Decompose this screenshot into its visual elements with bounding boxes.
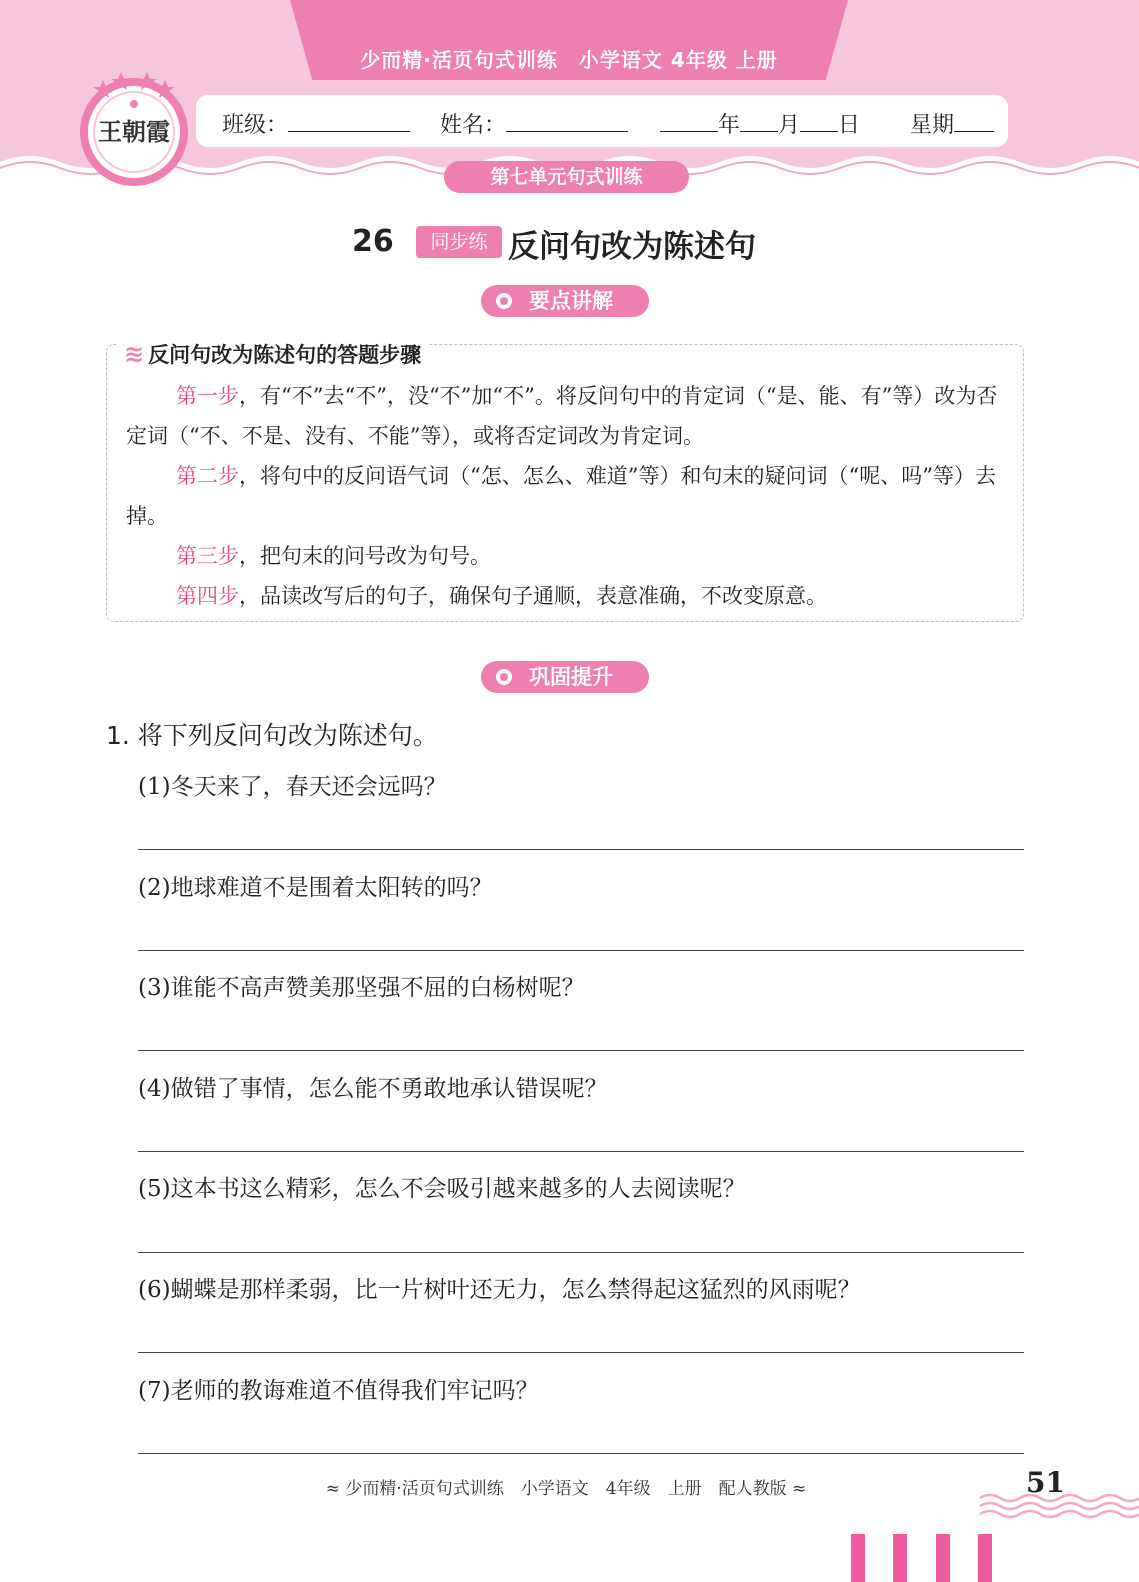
answer-line-4[interactable] [138,1151,1024,1152]
question-title: 1. 将下列反问句改为陈述句。 [106,721,438,750]
medal-icon [493,666,515,688]
section-key-points [481,285,649,317]
page-number: 51 [1026,1466,1065,1499]
month-label: 月 [778,113,801,138]
footer-bar [893,1534,907,1582]
logo-text: 王朝霞 [98,117,170,146]
question-item-5: (5)这本书这么精彩，怎么不会吸引越来越多的人去阅读呢？ [138,1176,746,1202]
footer-waves [980,1490,1139,1520]
lesson-title: 反问句改为陈述句 [508,229,756,265]
step-3-label: 第三步 [176,544,239,568]
footer-text: ≈ 少而精·活页句式训练 小学语文 4年级 上册 配人教版 ≈ [325,1479,807,1499]
step-3-text: ，把句末的问号改为句号。 [239,544,491,568]
step-4-label: 第四步 [176,584,239,608]
day-label: 日 [838,113,861,138]
name-label: 姓名： [440,113,507,138]
step-2-text: ，将句中的反问语气词（“怎、怎么、难道”等）和句末的疑问词（“呢、吗”等）去掉。 [126,464,996,528]
section-key-points-label: 要点讲解 [529,289,613,313]
answer-line-7[interactable] [138,1453,1024,1454]
question-item-2: (2)地球难道不是围着太阳转的吗？ [138,875,493,901]
unit-badge: 第七单元句式训练 [444,161,689,193]
name-field[interactable] [440,108,628,139]
answer-line-2[interactable] [138,950,1024,951]
question-item-1: (1)冬天来了，春天还会远吗？ [138,774,447,800]
question-item-6: (6)蝴蝶是那样柔弱，比一片树叶还无力，怎么禁得起这猛烈的风雨呢？ [138,1277,861,1303]
answer-line-3[interactable] [138,1050,1024,1051]
step-4-text: ，品读改写后的句子，确保句子通顺，表意准确，不改变原意。 [239,584,827,608]
date-field[interactable] [660,108,860,139]
answer-line-1[interactable] [138,849,1024,850]
class-label: 班级： [222,113,289,138]
wave-icon: ≋ [124,340,145,368]
answer-line-5[interactable] [138,1252,1024,1253]
footer-bar [851,1534,865,1582]
step-2 [126,456,1006,536]
lesson-number: 26 [352,224,394,259]
medal-icon [493,290,515,312]
question-item-3: (3)谁能不高声赞美那坚强不屈的白杨树呢？ [138,975,585,1001]
step-1-label: 第一步 [176,384,239,408]
lesson-tag: 同步练 [416,226,502,258]
footer-bar [936,1534,950,1582]
section-practice-label: 巩固提升 [529,665,613,689]
weekday-label: 星期 [910,113,955,138]
step-3 [126,536,1006,576]
step-4 [126,576,1006,616]
weekday-field[interactable] [910,108,994,139]
header-title: 少而精·活页句式训练 小学语文 4年级 上册 [360,48,778,72]
steps-heading [116,339,429,369]
brand-logo [75,70,193,188]
year-label: 年 [718,113,741,138]
steps-heading-text: 反问句改为陈述句的答题步骤 [148,343,422,367]
question-item-4: (4)做错了事情，怎么能不勇敢地承认错误呢？ [138,1076,608,1102]
section-practice [481,661,649,693]
step-1 [126,376,1006,456]
class-field[interactable] [222,108,410,139]
footer-bar [978,1534,992,1582]
step-1-text: ，有“不”去“不”，没“不”加“不”。将反问句中的肯定词（“是、能、有”等）改为否定词（“不、不是、没有、不能”等），或将否定词改为肯定词。 [126,384,998,448]
answer-line-6[interactable] [138,1352,1024,1353]
question-item-7: (7)老师的教诲难道不值得我们牢记吗？ [138,1378,539,1404]
step-2-label: 第二步 [176,464,239,488]
